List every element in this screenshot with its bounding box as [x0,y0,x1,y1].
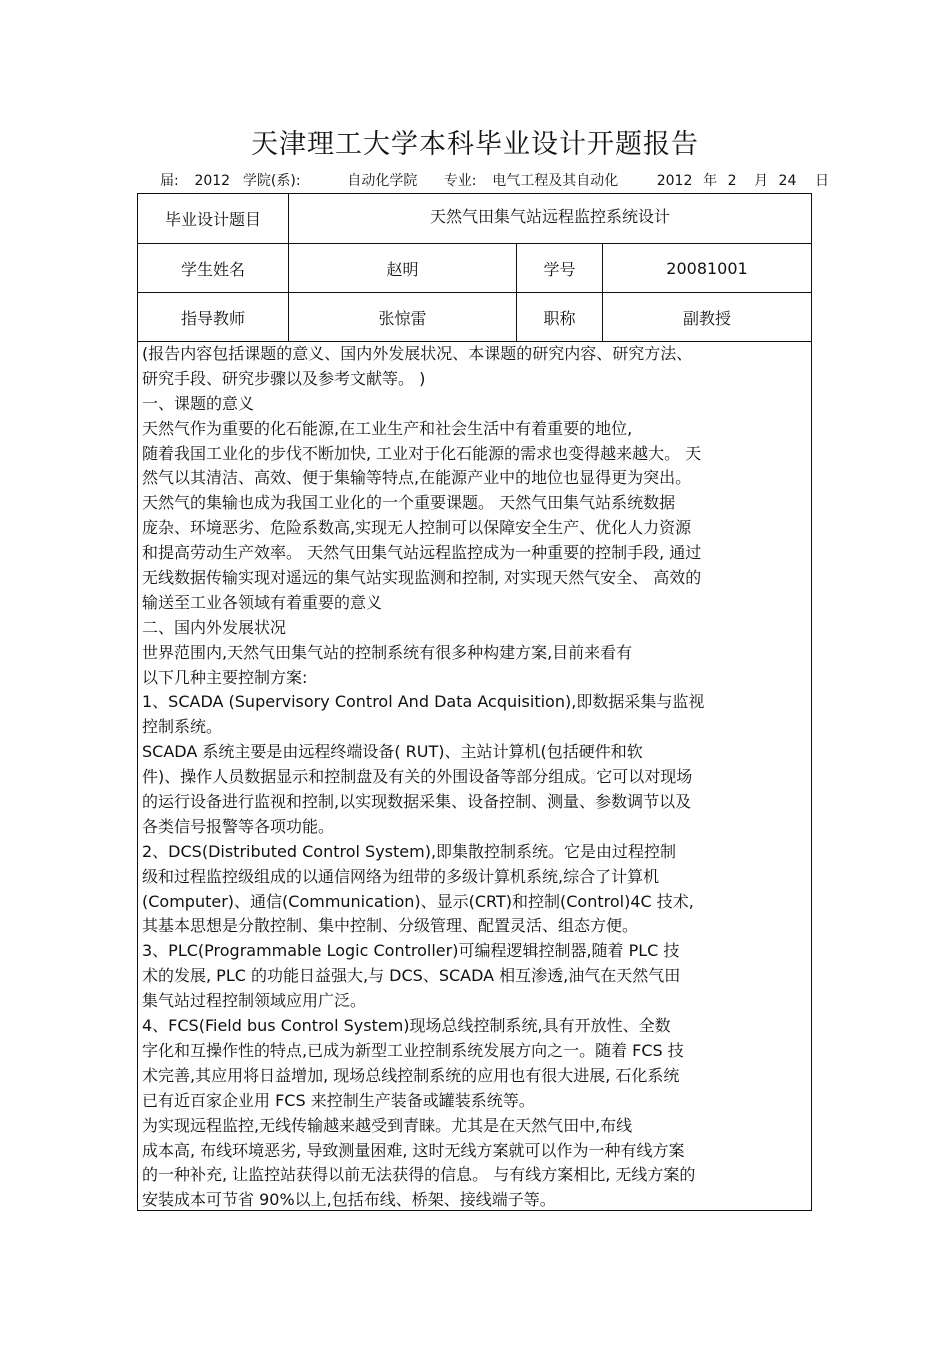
id-value: 20081001 [666,258,748,278]
body-line: 各类信号报警等各项功能。 [142,816,335,836]
session-value: 2012 [194,173,231,189]
session-label: 届: [160,173,179,189]
report-body [142,342,806,1213]
body-line: 二、国内外发展状况 [142,617,287,637]
body-line: 输送至工业各领域有着重要的意义 [142,592,383,612]
body-line: SCADA 系统主要是由远程终端设备( RUT)、主站计算机(包括硬件和软 [142,742,643,762]
body-line: 集气站过程控制领域应用广泛。 [142,991,367,1011]
body-line: 天然气的集输也成为我国工业化的一个重要课题。 天然气田集气站系统数据 [142,493,676,513]
body-line: 庞杂、环境恶劣、危险系数高,实现无人控制可以保障安全生产、优化人力资源 [142,518,692,538]
rank-label: 职称 [543,308,576,328]
body-line: 研究手段、研究步骤以及参考文献等。 ) [142,368,426,388]
month-unit: 月 [754,173,769,189]
body-line: 4、FCS(Field bus Control System)现场总线控制系统,具有开放性、全数 [142,1016,671,1036]
body-line: 已有近百家企业用 FCS 来控制生产装备或罐装系统等。 [142,1090,535,1110]
student-label: 学生姓名 [180,259,245,279]
body-line: 和提高劳动生产效率。 天然气田集气站远程监控成为一种重要的控制手段, 通过 [142,543,702,563]
document-title: 天津理工大学本科毕业设计开题报告 [251,129,699,160]
day-unit: 日 [814,173,829,189]
body-line: 随着我国工业化的步伐不断加快, 工业对于化石能源的需求也变得越来越大。 天 [142,443,702,463]
body-line: 然气以其清洁、高效、便于集输等特点,在能源产业中的地位也显得更为突出。 [142,468,692,488]
college-value: 自动化学院 [347,173,418,189]
body-line: 成本高, 布线环境恶劣, 导致测量困难, 这时无线方案就可以作为一种有线方案 [142,1140,685,1160]
body-line: 一、课题的意义 [142,393,255,413]
rank-value: 副教授 [682,308,731,328]
year-unit: 年 [703,173,718,189]
body-line: 天然气作为重要的化石能源,在工业生产和社会生活中有着重要的地位, [142,418,633,438]
college-label: 学院(系): [242,173,301,189]
body-line: 的运行设备进行监视和控制,以实现数据采集、设备控制、测量、参数调节以及 [142,792,692,812]
id-label: 学号 [543,259,576,279]
body-line: 安装成本可节省 90%以上,包括布线、桥架、接线端子等。 [142,1190,556,1210]
body-line: 级和过程监控级组成的以通信网络为纽带的多级计算机系统,综合了计算机 [142,866,660,886]
day-value: 24 [778,173,797,189]
topic-label: 毕业设计题目 [164,210,261,229]
advisor-label: 指导教师 [180,308,245,328]
body-line: 2、DCS(Distributed Control System),即集散控制系统。它是由过程控制 [142,841,677,861]
body-line: 术的发展, PLC 的功能日益强大,与 DCS、SCADA 相互渗透,油气在天然气田 [142,966,681,986]
month-value: 2 [727,173,737,189]
body-line: 3、PLC(Programmable Logic Controller)可编程逻辑控制器,随着 PLC 技 [142,941,680,961]
body-line: (报告内容包括课题的意义、国内外发展状况、本课题的研究内容、研究方法、 [142,344,693,363]
body-line: 1、SCADA (Supervisory Control And Data Acquisition),即数据采集与监视 [142,692,705,712]
body-line: 其基本思想是分散控制、集中控制、分级管理、配置灵活、组态方便。 [142,916,639,936]
body-line: 无线数据传输实现对遥远的集气站实现监测和控制, 对实现天然气安全、 高效的 [142,568,702,588]
body-line: 术完善,其应用将日益增加, 现场总线控制系统的应用也有很大进展, 石化系统 [142,1065,680,1085]
year-value: 2012 [656,173,693,189]
body-line: 的一种补充, 让监控站获得以前无法获得的信息。 与有线方案相比, 无线方案的 [142,1165,696,1185]
topic-value: 天然气田集气站远程监控系统设计 [429,207,670,226]
body-line: 控制系统。 [142,717,223,737]
major-label: 专业: [443,173,477,189]
body-line: (Computer)、通信(Communication)、显示(CRT)和控制(Control)4C 技术, [142,891,694,911]
body-line: 世界范围内,天然气田集气站的控制系统有很多种构建方案,目前来看有 [142,642,633,662]
major-value: 电气工程及其自动化 [492,173,619,189]
body-line: 以下几种主要控制方案: [142,667,308,687]
meta-row [160,170,831,190]
body-line: 件)、操作人员数据显示和控制盘及有关的外围设备等部分组成。它可以对现场 [142,767,693,787]
student-value: 赵明 [386,259,419,279]
advisor-value: 张惊雷 [378,308,427,328]
body-line: 字化和互操作性的特点,已成为新型工业控制系统发展方向之一。随着 FCS 技 [142,1040,684,1060]
body-line: 为实现远程监控,无线传输越来越受到青睐。尤其是在天然气田中,布线 [142,1115,633,1135]
